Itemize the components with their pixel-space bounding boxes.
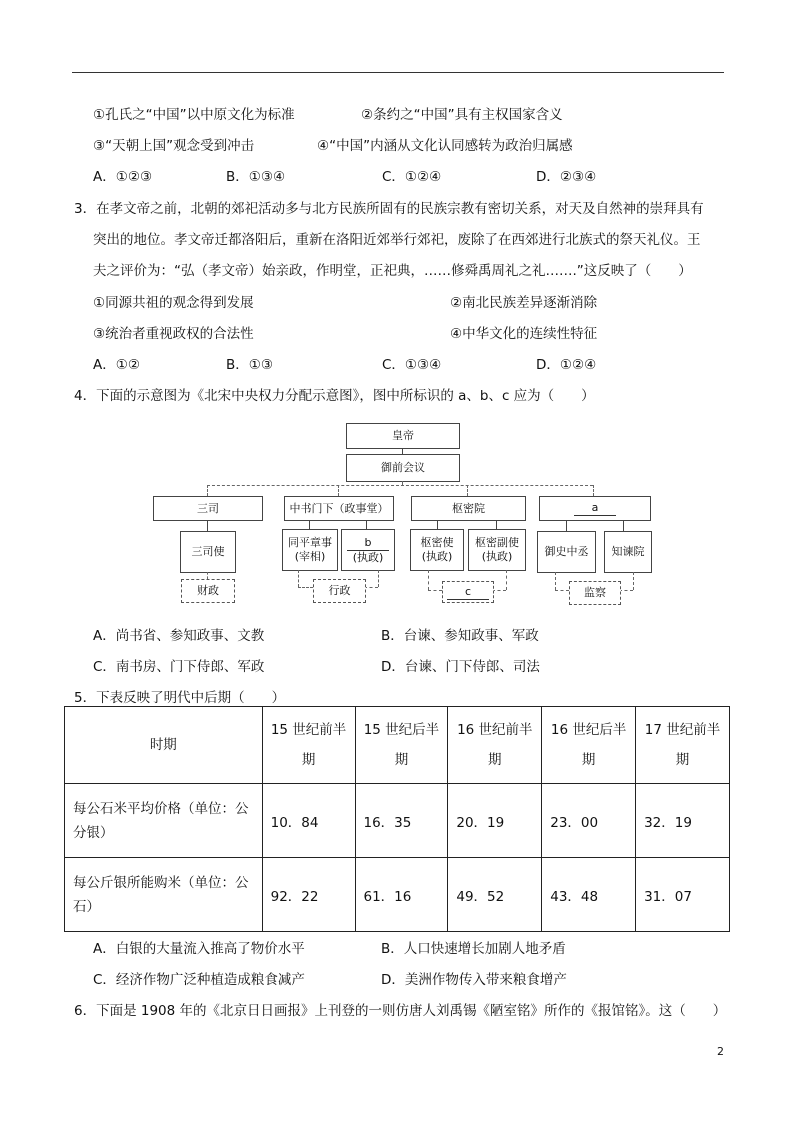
price-table — [64, 706, 730, 932]
q2-item-1: ①孔氏之“中国”以中原文化为标准 — [93, 107, 295, 123]
table-cell: 61．16 — [355, 858, 448, 932]
q4-option-c: C．南书房、门下侍郎、军政 — [93, 659, 265, 675]
q3-option-a: A．①② — [93, 357, 140, 373]
dashed-connector — [428, 590, 442, 591]
dashed-connector — [338, 485, 339, 496]
q2-item-2: ②条约之“中国”具有主权国家含义 — [361, 107, 563, 123]
q4-option-a: A．尚书省、参知政事、文教 — [93, 628, 265, 644]
blank-b: b — [347, 536, 389, 551]
q4-stem: 4．下面的示意图为《北宋中央权力分配示意图》，图中所标识的 a、b、c 应为（ ） — [74, 388, 595, 404]
table-cell: 10．84 — [262, 784, 355, 858]
dashed-connector — [593, 485, 594, 496]
connector — [623, 520, 624, 531]
q2-option-b: B．①③④ — [226, 169, 286, 185]
q4-option-b: B．台谏、参知政事、军政 — [381, 628, 539, 644]
tongpingzhangshi-box — [282, 529, 338, 571]
yushizhongcheng-box: 御史中丞 — [537, 531, 596, 573]
q5-stem: 5．下表反映了明代中后期（ ） — [74, 690, 286, 706]
q2-option-c: C．①②④ — [382, 169, 442, 185]
period-header: 时期 — [65, 707, 263, 784]
dashed-connector — [298, 587, 313, 588]
column-header: 16 世纪后半 期 — [542, 707, 636, 784]
q5-option-c: C．经济作物广泛种植造成粮食减产 — [93, 972, 305, 988]
connector — [207, 520, 208, 531]
table-cell: 20．19 — [448, 784, 542, 858]
b-role: (执政) — [352, 550, 384, 564]
b-box — [341, 529, 395, 571]
page-number: 2 — [717, 1045, 724, 1058]
zhongshu-box: 中书门下（政事堂） — [284, 496, 394, 521]
q2-option-d: D．②③④ — [536, 169, 597, 185]
q5-option-b: B．人口快速增长加剧人地矛盾 — [381, 941, 566, 957]
column-header: 17 世纪前半 期 — [636, 707, 730, 784]
shumishi-box — [410, 529, 464, 571]
q3-option-c: C．①③④ — [382, 357, 442, 373]
table-header-row — [65, 707, 730, 784]
table-cell: 92．22 — [262, 858, 355, 932]
table-cell: 49．52 — [448, 858, 542, 932]
q2-item-4: ④“中国”内涵从文化认同感转为政治归属感 — [317, 138, 573, 154]
dashed-connector — [298, 570, 299, 587]
table-cell: 16．35 — [355, 784, 448, 858]
dashed-connector — [619, 590, 633, 591]
blank-c: c — [447, 585, 489, 600]
q3-stem-line-3: 夫之评价为：“弘（孝文帝）始亲政，作明堂，正祀典，……修舜禹周礼之礼…….”这反映了（ ） — [93, 263, 692, 279]
q4-option-d: D．台谏、门下侍郎、司法 — [381, 659, 540, 675]
table-cell: 43．48 — [542, 858, 636, 932]
table-row — [65, 784, 730, 858]
table-row — [65, 858, 730, 932]
dashed-connector — [207, 485, 208, 496]
dashed-connector — [364, 587, 378, 588]
finance-box: 财政 — [181, 579, 235, 603]
q3-option-b: B．①③ — [226, 357, 273, 373]
column-header: 15 世纪前半 期 — [262, 707, 355, 784]
dashed-connector — [467, 485, 468, 496]
blank-a: a — [574, 501, 616, 516]
administration-box: 行政 — [313, 579, 366, 603]
connector — [309, 520, 310, 529]
sansi-shi-box: 三司使 — [180, 531, 236, 573]
shumishi-title: 枢密使 — [420, 536, 454, 549]
column-header: 15 世纪后半 期 — [355, 707, 448, 784]
emperor-box: 皇帝 — [346, 423, 460, 449]
table-cell: 23．00 — [542, 784, 636, 858]
shumishi-role: (执政) — [421, 550, 453, 563]
connector — [496, 520, 497, 529]
tongpingzhangshi-role: (宰相) — [294, 550, 326, 563]
c-box — [442, 581, 494, 603]
q3-item-1: ①同源共祖的观念得到发展 — [93, 295, 254, 311]
shumiyuan-box: 枢密院 — [411, 496, 526, 521]
dashed-connector — [492, 590, 506, 591]
sansi-box: 三司 — [153, 496, 263, 521]
q3-item-4: ④中华文化的连续性特征 — [450, 326, 598, 342]
connector — [437, 520, 438, 529]
dashed-connector — [428, 570, 429, 590]
dashed-connector — [207, 485, 593, 486]
zhijianyuan-box: 知谏院 — [604, 531, 652, 573]
council-box: 御前会议 — [346, 454, 460, 482]
shumifushi-box — [468, 529, 526, 571]
dashed-connector — [555, 572, 556, 590]
table-cell: 32．19 — [636, 784, 730, 858]
column-header: 16 世纪前半 期 — [448, 707, 542, 784]
supervision-box: 监察 — [569, 581, 621, 605]
q5-option-d: D．美洲作物传入带来粮食增产 — [381, 972, 567, 988]
q2-option-a: A．①②③ — [93, 169, 153, 185]
dashed-connector — [207, 572, 208, 579]
shumifushi-title: 枢密副使 — [475, 536, 519, 549]
a-box — [539, 496, 651, 521]
q3-stem-line-1: 3．在孝文帝之前，北朝的郊祀活动多与北方民族所固有的民族宗教有密切关系，对天及自然神的崇拜具有 — [74, 201, 704, 217]
dashed-connector — [378, 570, 379, 587]
q3-option-d: D．①②④ — [536, 357, 597, 373]
q5-option-a: A．白银的大量流入推高了物价水平 — [93, 941, 305, 957]
connector — [366, 520, 367, 529]
table-cell: 31．07 — [636, 858, 730, 932]
q3-item-3: ③统治者重视政权的合法性 — [93, 326, 254, 342]
dashed-connector — [633, 572, 634, 590]
tongpingzhangshi-title: 同平章事 — [288, 536, 332, 549]
connector — [566, 520, 567, 531]
shumifushi-role: (执政) — [481, 550, 513, 563]
q2-item-3: ③“天朝上国”观念受到冲击 — [93, 138, 255, 154]
row-label: 每公斤银所能购米（单位：公 石） — [65, 858, 263, 932]
dashed-connector — [555, 590, 569, 591]
dashed-connector — [506, 570, 507, 590]
row-label: 每公石米平均价格（单位：公 分银） — [65, 784, 263, 858]
q3-stem-line-2: 突出的地位。孝文帝迁都洛阳后，重新在洛阳近郊举行郊祀，废除了在西郊进行北族式的祭天礼仪。王 — [93, 232, 701, 248]
header-rule — [72, 72, 724, 73]
q6-stem: 6．下面是 1908 年的《北京日日画报》上刊登的一则仿唐人刘禹锡《陋室铭》所作的《报馆铭》。这（ ） — [74, 1003, 727, 1019]
q3-item-2: ②南北民族差异逐渐消除 — [450, 295, 598, 311]
